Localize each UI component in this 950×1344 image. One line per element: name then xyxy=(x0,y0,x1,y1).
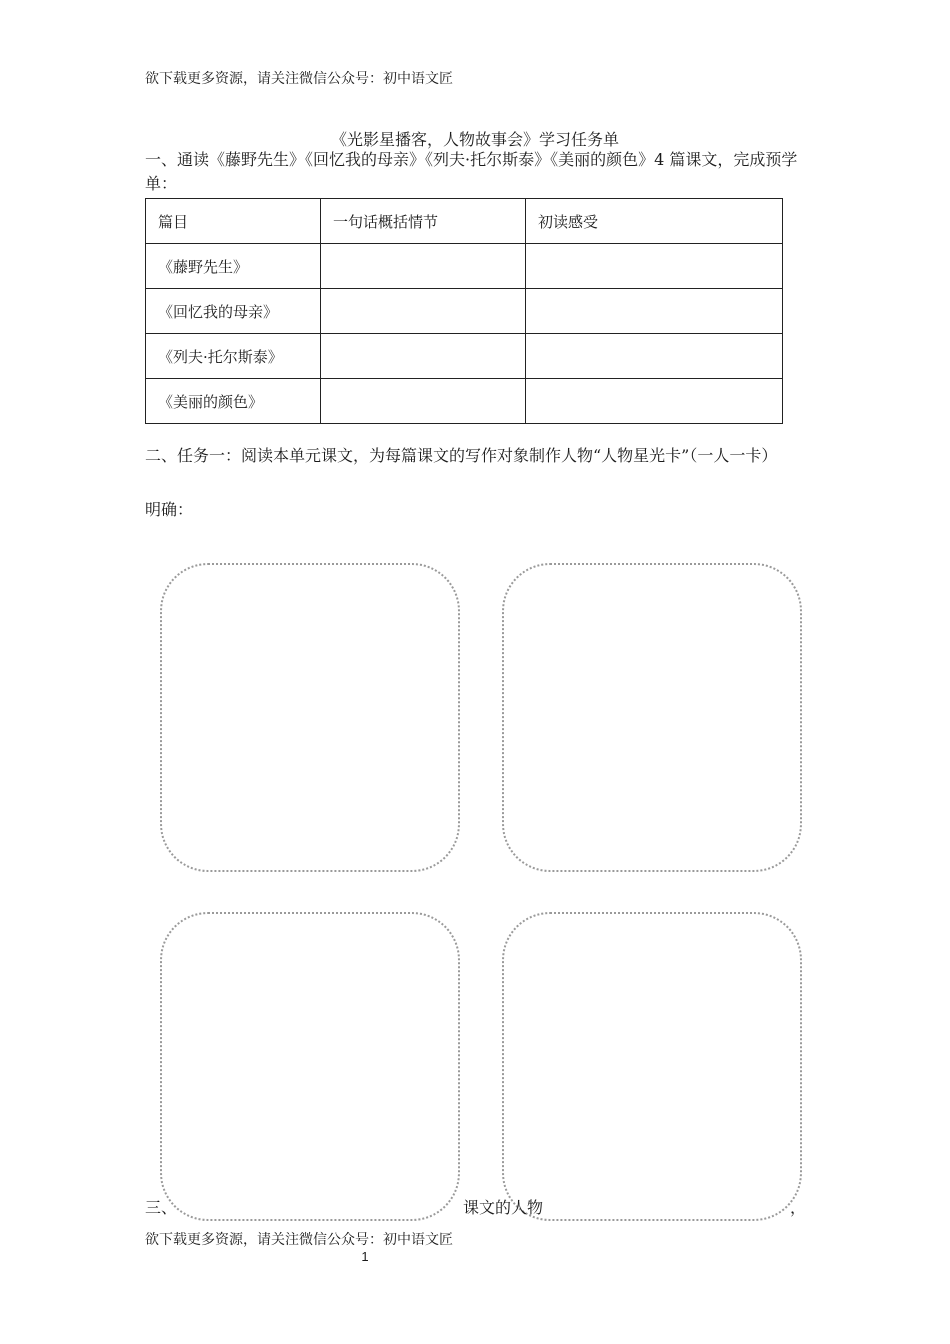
section-3-end: ， xyxy=(790,1198,807,1217)
row-impression-cell[interactable] xyxy=(526,334,783,379)
section-3-fragment: 课文的人物 xyxy=(463,1198,544,1217)
table-row xyxy=(146,289,783,334)
character-card-top-right[interactable] xyxy=(502,563,802,872)
table-row xyxy=(146,334,783,379)
header-cell-summary: 一句话概括情节 xyxy=(321,199,526,244)
character-card-top-left[interactable] xyxy=(160,563,460,872)
row-title-cell: 《列夫·托尔斯泰》 xyxy=(146,334,321,379)
row-summary-cell[interactable] xyxy=(321,334,526,379)
preview-table xyxy=(145,198,783,424)
character-card-bottom-right[interactable] xyxy=(502,912,802,1221)
table-row xyxy=(146,379,783,424)
table-header-row xyxy=(146,199,783,244)
header-cell-impression: 初读感受 xyxy=(526,199,783,244)
row-impression-cell[interactable] xyxy=(526,244,783,289)
row-summary-cell[interactable] xyxy=(321,379,526,424)
page-number: 1 xyxy=(361,1249,369,1264)
row-title-cell: 《美丽的颜色》 xyxy=(146,379,321,424)
document-title: 《光影星播客，人物故事会》学习任务单 xyxy=(330,130,619,149)
table-row xyxy=(146,244,783,289)
footer-note: 欲下载更多资源，请关注微信公众号：初中语文匠 xyxy=(145,1232,453,1248)
header-cell-title: 篇目 xyxy=(146,199,321,244)
answer-label: 明确： xyxy=(145,500,194,519)
row-summary-cell[interactable] xyxy=(321,244,526,289)
section-1-instruction: 一、通读《藤野先生》《回忆我的母亲》《列夫·托尔斯泰》《美丽的颜色》4 篇课文，完成预学单： xyxy=(145,150,798,193)
row-title-cell: 《藤野先生》 xyxy=(146,244,321,289)
row-title-cell: 《回忆我的母亲》 xyxy=(146,289,321,334)
row-impression-cell[interactable] xyxy=(526,289,783,334)
header-note: 欲下载更多资源，请关注微信公众号：初中语文匠 xyxy=(145,71,453,87)
row-impression-cell[interactable] xyxy=(526,379,783,424)
section-3-start: 三、 xyxy=(145,1198,178,1217)
character-card-bottom-left[interactable] xyxy=(160,912,460,1221)
row-summary-cell[interactable] xyxy=(321,289,526,334)
section-2-instruction: 二、任务一：阅读本单元课文，为每篇课文的写作对象制作人物“人物星光卡”（一人一卡） xyxy=(145,446,778,465)
